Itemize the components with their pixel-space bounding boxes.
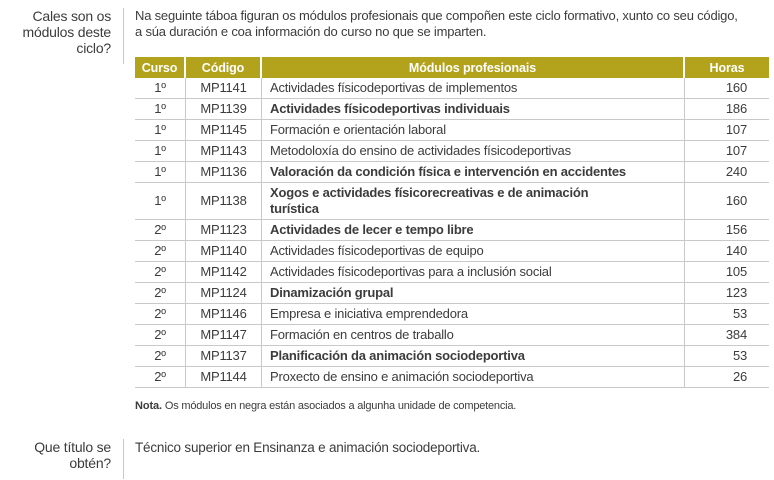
- table-row: [135, 304, 769, 325]
- cell-horas: 240: [685, 162, 769, 183]
- question-modules: Cales son os módulos deste ciclo?: [0, 8, 124, 64]
- cell-horas: 160: [685, 183, 769, 220]
- cell-codigo: MP1145: [186, 120, 262, 141]
- cell-codigo: MP1142: [186, 262, 262, 283]
- cell-codigo: MP1136: [186, 162, 262, 183]
- cell-modulo: Valoración da condición física e intervención en accidentes: [262, 162, 685, 183]
- table-row: [135, 120, 769, 141]
- table-row: [135, 162, 769, 183]
- cell-curso: 1º: [135, 141, 186, 162]
- title-section: [0, 439, 769, 479]
- table-row: [135, 367, 769, 388]
- intro-paragraph: Na seguinte táboa figuran os módulos profesionais que compoñen este ciclo formativo, xunto co seu código, a súa duración e coa información do curso no que se imparten.: [135, 8, 738, 39]
- cell-modulo: Xogos e actividades físicorecreativas e de animación turística: [262, 183, 685, 220]
- cell-codigo: MP1123: [186, 220, 262, 241]
- table-row: [135, 220, 769, 241]
- cell-horas: 140: [685, 241, 769, 262]
- cell-modulo: Actividades físicodeportivas para a inclusión social: [262, 262, 685, 283]
- table-row: [135, 183, 769, 220]
- header-horas: Horas: [685, 57, 769, 78]
- cell-curso: 2º: [135, 346, 186, 367]
- cell-modulo: Actividades físicodeportivas de implementos: [262, 78, 685, 99]
- cell-codigo: MP1124: [186, 283, 262, 304]
- cell-horas: 53: [685, 304, 769, 325]
- cell-codigo: MP1138: [186, 183, 262, 220]
- header-curso: Curso: [135, 57, 186, 78]
- cell-horas: 123: [685, 283, 769, 304]
- cell-horas: 53: [685, 346, 769, 367]
- cell-horas: 107: [685, 120, 769, 141]
- table-note: [135, 400, 769, 413]
- note-text: Os módulos en negra están asociados a algunha unidade de competencia.: [164, 400, 517, 412]
- table-row: [135, 283, 769, 304]
- question-title: Que título se obtén?: [0, 439, 124, 479]
- modules-table-header: [135, 57, 769, 78]
- cell-horas: 105: [685, 262, 769, 283]
- cell-codigo: MP1146: [186, 304, 262, 325]
- cell-codigo: MP1140: [186, 241, 262, 262]
- cell-curso: 1º: [135, 183, 186, 220]
- cell-codigo: MP1147: [186, 325, 262, 346]
- cell-modulo: Formación e orientación laboral: [262, 120, 685, 141]
- header-modulos: Módulos profesionais: [262, 57, 685, 78]
- cell-horas: 186: [685, 99, 769, 120]
- cell-curso: 2º: [135, 304, 186, 325]
- cell-curso: 1º: [135, 99, 186, 120]
- cell-modulo: Formación en centros de traballo: [262, 325, 685, 346]
- table-row: [135, 325, 769, 346]
- cell-curso: 2º: [135, 367, 186, 388]
- table-row: [135, 99, 769, 120]
- modules-section: [0, 8, 769, 413]
- cell-modulo: Actividades físicodeportivas de equipo: [262, 241, 685, 262]
- cell-horas: 107: [685, 141, 769, 162]
- cell-modulo: Proxecto de ensino e animación sociodeportiva: [262, 367, 685, 388]
- cell-horas: 160: [685, 78, 769, 99]
- cell-curso: 2º: [135, 283, 186, 304]
- modules-content: [124, 8, 769, 413]
- table-row: [135, 262, 769, 283]
- cell-modulo: Metodoloxía do ensino de actividades físicodeportivas: [262, 141, 685, 162]
- cell-codigo: MP1137: [186, 346, 262, 367]
- cell-curso: 2º: [135, 220, 186, 241]
- cell-curso: 1º: [135, 120, 186, 141]
- header-codigo: Código: [186, 57, 262, 78]
- cell-codigo: MP1144: [186, 367, 262, 388]
- modules-table: [135, 57, 769, 388]
- modules-table-body: [135, 78, 769, 388]
- note-label: Nota.: [135, 400, 163, 412]
- title-answer: Técnico superior en Ensinanza e animación sociodeportiva.: [135, 440, 481, 455]
- cell-curso: 2º: [135, 262, 186, 283]
- cell-codigo: MP1139: [186, 99, 262, 120]
- table-row: [135, 78, 769, 99]
- cell-modulo: Empresa e iniciativa emprendedora: [262, 304, 685, 325]
- table-row: [135, 241, 769, 262]
- cell-curso: 2º: [135, 241, 186, 262]
- cell-modulo: Dinamización grupal: [262, 283, 685, 304]
- cell-modulo: Actividades físicodeportivas individuais: [262, 99, 685, 120]
- cell-horas: 26: [685, 367, 769, 388]
- cell-curso: 1º: [135, 78, 186, 99]
- cell-curso: 2º: [135, 325, 186, 346]
- cell-codigo: MP1141: [186, 78, 262, 99]
- table-row: [135, 141, 769, 162]
- cell-modulo: Actividades de lecer e tempo libre: [262, 220, 685, 241]
- cell-horas: 156: [685, 220, 769, 241]
- cell-codigo: MP1143: [186, 141, 262, 162]
- cell-curso: 1º: [135, 162, 186, 183]
- table-row: [135, 346, 769, 367]
- cell-horas: 384: [685, 325, 769, 346]
- cell-modulo: Planificación da animación sociodeportiva: [262, 346, 685, 367]
